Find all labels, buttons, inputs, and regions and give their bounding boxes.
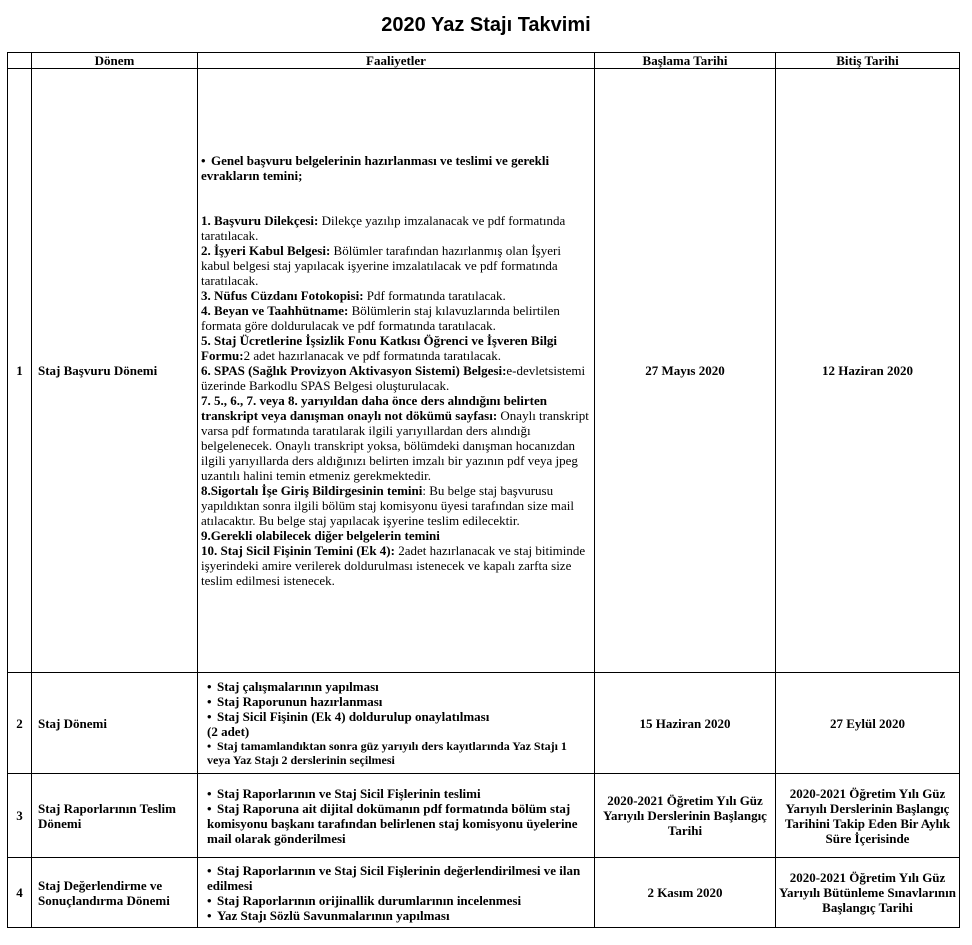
list-item: 6. SPAS (Sağlık Provizyon Aktivasyon Sistemi) Belgesi:e-devletsistemi üzerinde Barkodlu SPAS Belgesi oluşturulacak. xyxy=(201,363,586,393)
row-number: 4 xyxy=(8,858,32,928)
list-item: 2. İşyeri Kabul Belgesi: Bölümler tarafından hazırlanmış olan İşyeri kabul belgesi staj yapılacak işyerine imzalatılacak ve pdf formatında taratılacak. xyxy=(201,243,561,288)
start-date: 15 Haziran 2020 xyxy=(595,673,776,774)
bullet-icon: • xyxy=(207,785,212,801)
period-name: Staj Değerlendirme ve Sonuçlandırma Dönemi xyxy=(32,858,198,928)
activities-cell xyxy=(198,69,595,673)
start-date: 2020-2021 Öğretim Yılı Güz Yarıyılı Derslerinin Başlangıç Tarihi xyxy=(595,774,776,858)
table-row xyxy=(8,69,960,673)
list-item: • Staj Raporlarının orijinallik durumlarının incelenmesi xyxy=(207,892,522,908)
table-row xyxy=(8,774,960,858)
activities-cell xyxy=(198,673,595,774)
bullet-icon: • xyxy=(207,739,212,753)
list-item: • Staj Raporlarının ve Staj Sicil Fişlerinin teslimi xyxy=(207,785,481,801)
list-item: 8.Sigortalı İşe Giriş Bildirgesinin temini: Bu belge staj başvurusu yapıldıktan sonra ilgili bölüm staj komisyonu üyesi tarafından size mail atılacaktır. Bu belge staj yapılacak işyerine teslim edilecektir. xyxy=(201,483,574,528)
list-item: • Staj Raporunun hazırlanması xyxy=(207,694,383,709)
list-item: 3. Nüfus Cüzdanı Fotokopisi: Pdf formatında taratılacak. xyxy=(201,288,506,303)
bullet-icon: • xyxy=(207,892,212,908)
end-date: 2020-2021 Öğretim Yılı Güz Yarıyılı Bütünleme Sınavlarının Başlangıç Tarihi xyxy=(776,858,960,928)
list-item: 4. Beyan ve Taahhütname: Bölümlerin staj kılavuzlarında belirtilen formata göre doldurulacak ve pdf formatında taratılacak. xyxy=(201,303,560,333)
header-faaliyetler: Faaliyetler xyxy=(198,53,595,69)
activities-cell xyxy=(198,774,595,858)
table-header-row xyxy=(8,53,960,69)
list-item: • Staj çalışmalarının yapılması xyxy=(207,679,379,694)
end-date: 27 Eylül 2020 xyxy=(776,673,960,774)
end-date: 2020-2021 Öğretim Yılı Güz Yarıyılı Derslerinin Başlangıç Tarihini Takip Eden Bir Aylık Süre İçerisinde xyxy=(776,774,960,858)
activities-cell xyxy=(198,858,595,928)
header-no xyxy=(8,53,32,69)
bullet-icon: • xyxy=(207,862,212,878)
start-date: 27 Mayıs 2020 xyxy=(595,69,776,673)
list-item: 9.Gerekli olabilecek diğer belgelerin temini xyxy=(201,528,440,543)
row-number: 1 xyxy=(8,69,32,673)
row-number: 2 xyxy=(8,673,32,774)
list-item: 7. 5., 6., 7. veya 8. yarıyıldan daha önce ders alındığını belirten transkript veya danışman onaylı not dökümü sayfası: Onaylı transkript varsa pdf formatında taratılarak ilgili yarıyıllardan ders alındığı belgelenecek. Onaylı transkript yoksa, bölümdeki danışman hocanızdan ilgili yarıyıllarda ders aldığınızı belirten imzalı bir yazının pdf veya jpeg uzantılı halini temin etmeniz gerekmektedir. xyxy=(201,393,589,483)
list-item: • Staj Sicil Fişinin (Ek 4) doldurulup onaylatılması xyxy=(207,709,490,724)
row-number: 3 xyxy=(8,774,32,858)
bullet-icon: • xyxy=(201,153,206,168)
bullet-icon: • xyxy=(207,679,212,694)
list-item: • Yaz Stajı Sözlü Savunmalarının yapılması xyxy=(207,907,450,923)
list-item: • Staj tamamlandıktan sonra güz yarıyılı ders kayıtlarında Yaz Stajı 1 veya Yaz Stajı 2 derslerinin seçilmesi xyxy=(207,739,567,767)
end-date: 12 Haziran 2020 xyxy=(776,69,960,673)
list-item: 5. Staj Ücretlerine İşsizlik Fonu Katkısı Öğrenci ve İşveren Bilgi Formu:2 adet hazırlanacak ve pdf formatında taratılacak. xyxy=(201,333,558,363)
activities-intro: • Genel başvuru belgelerinin hazırlanması ve teslimi ve gerekli evrakların temini; xyxy=(201,153,550,183)
list-item: • Staj Raporlarının ve Staj Sicil Fişlerinin değerlendirilmesi ve ilan edilmesi xyxy=(207,862,581,893)
internship-calendar-table xyxy=(7,52,960,928)
start-date: 2 Kasım 2020 xyxy=(595,858,776,928)
list-item: (2 adet) xyxy=(207,724,250,739)
bullet-icon: • xyxy=(207,907,212,923)
table-row xyxy=(8,673,960,774)
period-name: Staj Başvuru Dönemi xyxy=(32,69,198,673)
page-title: 2020 Yaz Stajı Takvimi xyxy=(381,14,591,36)
period-name: Staj Dönemi xyxy=(32,673,198,774)
header-bitis: Bitiş Tarihi xyxy=(776,53,960,69)
bullet-icon: • xyxy=(207,800,212,816)
period-name: Staj Raporlarının Teslim Dönemi xyxy=(32,774,198,858)
header-donem: Dönem xyxy=(32,53,198,69)
list-item: • Staj Raporuna ait dijital dokümanın pdf formatında bölüm staj komisyonu başkanı tarafından belirlenen staj komisyonu üyelerine mail olarak gönderilmesi xyxy=(207,800,578,846)
table-row xyxy=(8,858,960,928)
list-item: 1. Başvuru Dilekçesi: Dilekçe yazılıp imzalanacak ve pdf formatında taratılacak. xyxy=(201,213,566,243)
bullet-icon: • xyxy=(207,709,212,724)
bullet-icon: • xyxy=(207,694,212,709)
header-baslama: Başlama Tarihi xyxy=(595,53,776,69)
list-item: 10. Staj Sicil Fişinin Temini (Ek 4): 2adet hazırlanacak ve staj bitiminde işyerindeki amire verilerek doldurulması istenecek ve kapalı zarfta size teslim edilmesi istenecek. xyxy=(201,543,586,588)
